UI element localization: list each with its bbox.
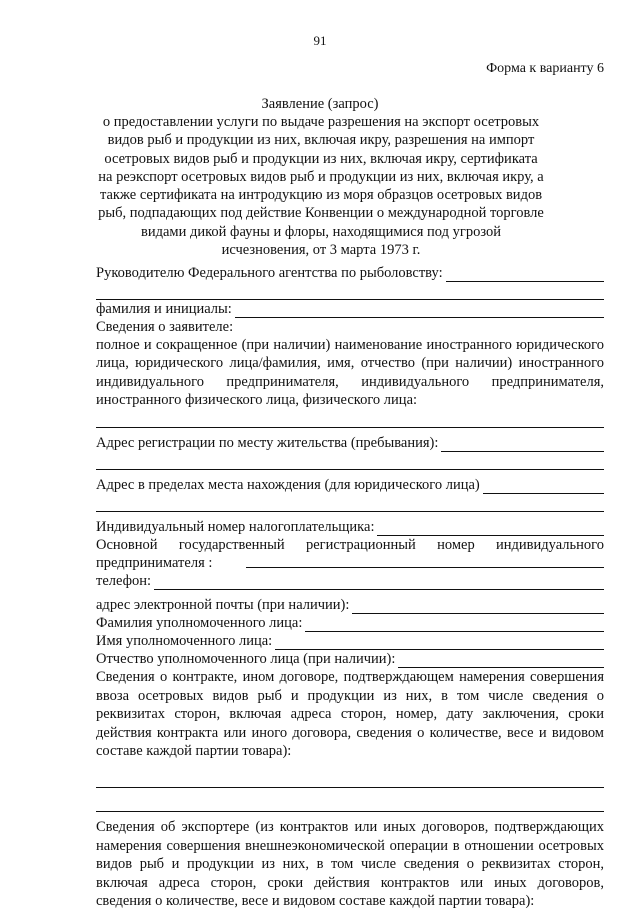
form-variant-label: Форма к варианту 6 bbox=[486, 61, 604, 76]
residence-field-line2[interactable] bbox=[96, 452, 604, 470]
document-subtitle: о предоставлении услуги по выдаче разрешения на экспорт осетровых видов рыб и продукции из них, включая икру, разрешения на импорт осетровых видов рыб и продукции из них, включая икру, сертификата на реэкспорт осетровых видов рыб и продукции из них, включая икру, а также сертификата на интродукцию из моря образцов осетровых видов рыб, подпадающих под действие Конвенции о международной торговле видами дикой фауны и флоры, находящимися под угрозой исчезновения, от 3 марта 1973 г. bbox=[98, 114, 544, 259]
head-field-line2[interactable] bbox=[96, 282, 604, 300]
rep-patronymic-row bbox=[96, 650, 604, 668]
residence-row bbox=[96, 434, 604, 452]
location-row bbox=[96, 476, 604, 494]
inn-field[interactable] bbox=[377, 522, 604, 536]
phone-row bbox=[96, 572, 604, 590]
document-title: Заявление (запрос) bbox=[261, 96, 379, 112]
location-label: Адрес в пределах места нахождения (для юридического лица) bbox=[96, 476, 480, 493]
applicant-header: Сведения о заявителе: bbox=[96, 319, 234, 335]
inn-label: Индивидуальный номер налогоплательщика: bbox=[96, 518, 375, 535]
head-label: Руководителю Федерального агентства по рыболовству: bbox=[96, 265, 443, 281]
initials-field[interactable] bbox=[235, 304, 604, 318]
contract-text: Сведения о контракте, ином договоре, подтверждающем намерения совершения ввоза осетровых видов рыб и продукции из них, в том числе сведения о реквизитах сторон, включая адреса сторон, номер, дату заключения, сроки действия контракта или иного договора, сведения о количестве, весе и видовом составе каждой партии товара): bbox=[96, 669, 604, 760]
rep-patronymic-label: Отчество уполномоченного лица (при наличии): bbox=[96, 651, 396, 668]
email-row bbox=[96, 596, 604, 614]
ogrnip-field[interactable] bbox=[246, 567, 604, 568]
contract-field-line2[interactable] bbox=[96, 794, 604, 812]
location-field[interactable] bbox=[483, 480, 604, 494]
head-field[interactable] bbox=[446, 268, 604, 282]
rep-name-row bbox=[96, 632, 604, 650]
initials-row bbox=[96, 300, 604, 318]
phone-label: телефон: bbox=[96, 573, 152, 590]
rep-name-field[interactable] bbox=[275, 636, 604, 650]
applicant-field[interactable] bbox=[96, 410, 604, 428]
ogrnip-label: Основной государственный регистрационный номер индивидуального предпринимателя : bbox=[96, 536, 604, 572]
page-number: 91 bbox=[313, 33, 327, 48]
ogrnip-block bbox=[96, 536, 604, 573]
rep-surname-field[interactable] bbox=[305, 618, 604, 632]
residence-field[interactable] bbox=[441, 438, 604, 452]
email-field[interactable] bbox=[352, 600, 604, 614]
head-row bbox=[96, 264, 604, 282]
rep-patronymic-field[interactable] bbox=[398, 654, 604, 668]
inn-row bbox=[96, 518, 604, 536]
rep-name-label: Имя уполномоченного лица: bbox=[96, 633, 273, 650]
rep-surname-label: Фамилия уполномоченного лица: bbox=[96, 615, 303, 632]
applicant-text: полное и сокращенное (при наличии) наименование иностранного юридического лица, юридического лица/фамилия, имя, отчество (при наличии) иностранного индивидуального предпринимателя, индивидуального предпринимателя, иностранного физического лица, физического лица: bbox=[96, 337, 604, 409]
initials-label: фамилия и инициалы: bbox=[96, 301, 232, 317]
residence-label: Адрес регистрации по месту жительства (пребывания): bbox=[96, 434, 439, 451]
applicant-header-row bbox=[96, 318, 604, 336]
phone-field[interactable] bbox=[154, 576, 604, 590]
email-label: адрес электронной почты (при наличии): bbox=[96, 597, 350, 614]
exporter-text: Сведения об экспортере (из контрактов или иных договоров, подтверждающих намерения совершения внешнеэкономической операции в отношении осетровых видов рыб и продукции из них, в том числе сведения о реквизитах сторон, включая адреса сторон, сроки действия контрактов или иных договоров, сведения о количестве, весе и видовом составе каждой партии товара): bbox=[96, 819, 604, 910]
location-field-line2[interactable] bbox=[96, 494, 604, 512]
form-body bbox=[96, 264, 604, 911]
contract-field-line1[interactable] bbox=[96, 770, 604, 788]
rep-surname-row bbox=[96, 614, 604, 632]
